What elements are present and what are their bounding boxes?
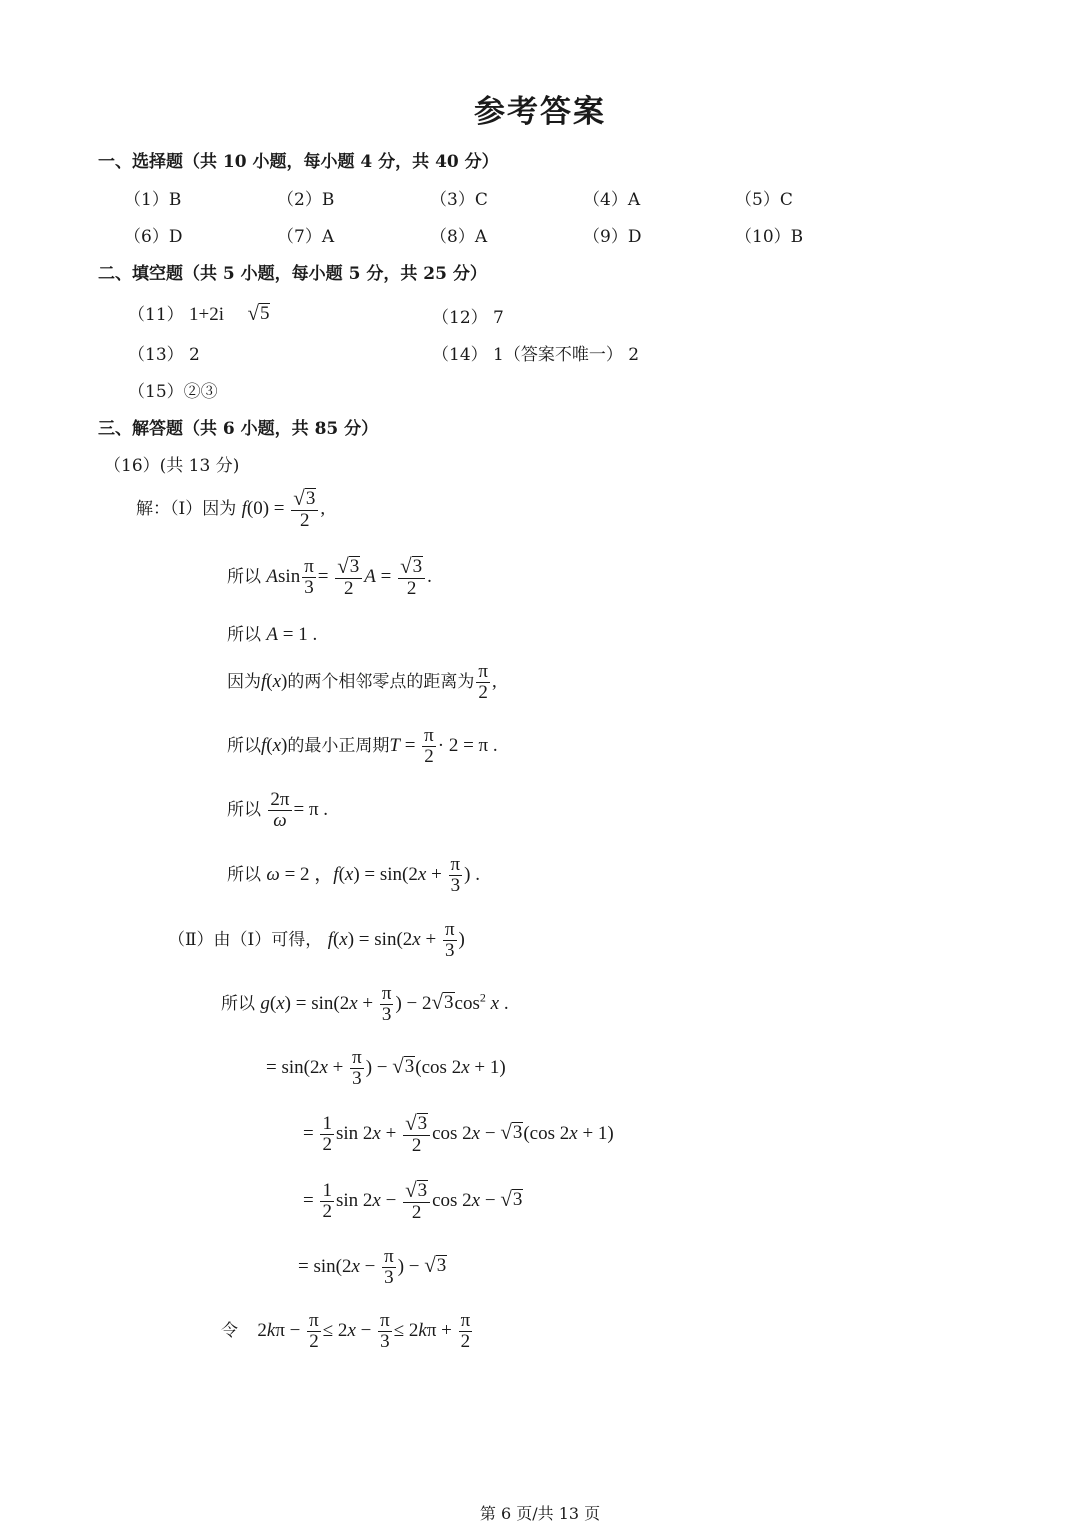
- q16-header: （16）(共 13 分): [104, 456, 240, 476]
- part2-step6: = sin(2x − $\frac{\pi}{3}$ ) − √ 3: [298, 1246, 447, 1288]
- part1-step4: 因为f(x)的两个相邻零点的距离为 $\frac{\pi}{2}$ ,: [227, 661, 497, 703]
- part2-step3: = sin(2x + $\frac{\pi}{3}$ ) − √ 3 (cos 2x + 1): [266, 1047, 506, 1089]
- answer-4: （4）A: [583, 190, 641, 210]
- part2-step7: 令 2kπ − $\frac{\pi}{2}$ ≤ 2x − $\frac{\pi}{3}$ ≤ 2kπ + $\frac{\pi}{2}$: [221, 1310, 471, 1352]
- part1-step2: 所以 Asin $\frac{\pi}{3}$ = √ 3 2 A = √ 3 2 .: [227, 554, 432, 599]
- part1-step5: 所以f(x)的最小正周期T = $\frac{\pi}{2}$ · 2 = π .: [227, 725, 498, 767]
- answer-8: （8）A: [430, 227, 488, 247]
- answer-1: （1）B: [124, 190, 182, 210]
- answer-14: （14） 1（答案不唯一） 2: [432, 345, 640, 365]
- answer-7: （7）A: [277, 227, 335, 247]
- answer-3: （3）C: [430, 190, 488, 210]
- answer-13: （13） 2: [128, 345, 200, 365]
- answer-5: （5）C: [735, 190, 793, 210]
- part2-step1: （Ⅱ）由（Ⅰ）可得， f(x) = sin(2x + $\frac{\pi}{3}$ ): [168, 919, 465, 961]
- page-title: 参考答案: [474, 94, 606, 130]
- answer-11: [128, 300, 270, 326]
- answer-11-label: （11）: [128, 305, 184, 325]
- answer-9: （9）D: [583, 227, 642, 247]
- page-footer: 第 6 页/共 13 页: [479, 1504, 601, 1523]
- part1-step3: 所以 A = 1 .: [227, 624, 318, 645]
- answer-12: （12） 7: [432, 308, 504, 328]
- answer-6: （6）D: [124, 227, 183, 247]
- answer-2: （2）B: [277, 190, 335, 210]
- answer-11-a: 1+2i: [189, 304, 225, 325]
- section-1-heading: 一、选择题（共 10 小题，每小题 4 分，共 40 分）: [98, 152, 499, 172]
- answer-11-b: √ 5: [247, 301, 270, 325]
- part1-step7: 所以 ω = 2 ，f(x) = sin(2x + $\frac{\pi}{3}$ ) .: [227, 854, 480, 896]
- section-2-heading: 二、填空题（共 5 小题，每小题 5 分，共 25 分）: [98, 264, 487, 284]
- answer-15: （15）②③: [128, 382, 218, 402]
- answer-10: （10）B: [735, 227, 804, 247]
- part1-step6: 所以 $\frac{2\pi}{\omega}$ = π .: [227, 789, 329, 831]
- part2-step2: 所以 g(x) = sin(2x + $\frac{\pi}{3}$ ) − 2 √ 3 $\cos^2 x$ .: [221, 983, 509, 1025]
- part2-step5: = $\frac{1}{2}$ sin 2x − √ 3 2 cos 2x − √ 3: [303, 1178, 523, 1223]
- section-3-heading: 三、解答题（共 6 小题，共 85 分）: [98, 419, 379, 439]
- part1-step1: 解：（Ⅰ）因为 f(0) = √ 3 2 ,: [136, 486, 326, 531]
- part2-step4: = $\frac{1}{2}$ sin 2x + √ 3 2 cos 2x − √ 3 (cos 2x + 1): [303, 1111, 614, 1156]
